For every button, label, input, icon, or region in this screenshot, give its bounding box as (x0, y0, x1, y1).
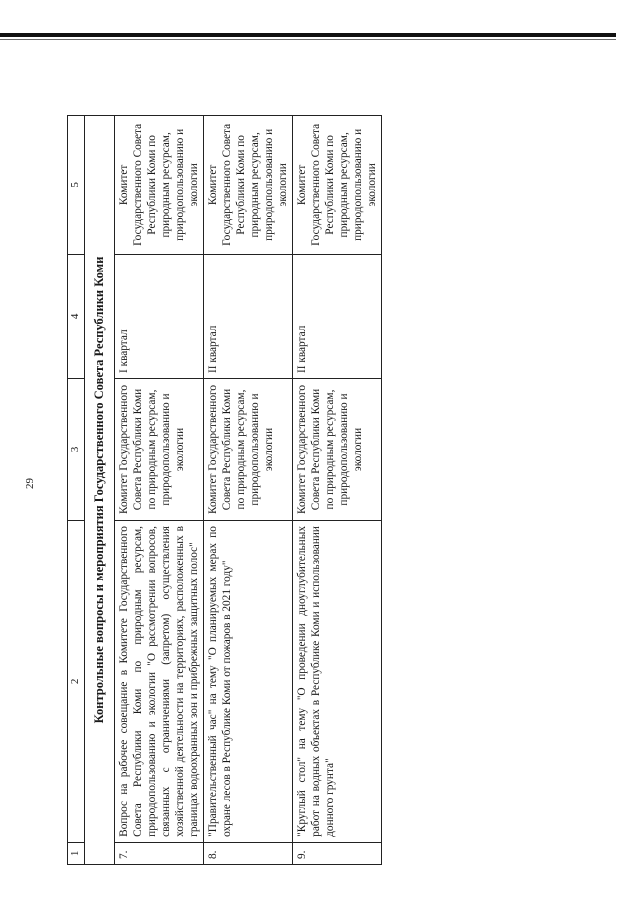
event-description: "Правительственный час" на тему "О планируемых мерах по охране лесов в Республике Коми от пожаров в 2021 году" (204, 521, 293, 843)
responsible-body: Комитет Государственного Совета Республики Коми по природным ресурсам, природопользованию и экологии (293, 379, 382, 521)
table-row (293, 116, 382, 865)
column-header: 2 (68, 521, 85, 843)
rotated-page-content (67, 115, 615, 865)
row-number: 9. (293, 842, 382, 864)
column-number-row (68, 116, 85, 865)
row-number: 7. (115, 842, 204, 864)
executor-body: Комитет Государственного Совета Республики Коми по природным ресурсам, природопользованию и экологии (204, 116, 293, 255)
executor-body: Комитет Государственного Совета Республики Коми по природным ресурсам, природопользованию и экологии (293, 116, 382, 255)
column-header: 1 (68, 842, 85, 864)
event-description: "Круглый стол" на тему "О проведении дноуглубительных работ на водных объектах в Республике Коми и использовании донного грунта" (293, 521, 382, 843)
row-number: 8. (204, 842, 293, 864)
responsible-body: Комитет Государственного Совета Республики Коми по природным ресурсам, природопользованию и экологии (204, 379, 293, 521)
section-header-row (85, 116, 115, 865)
scan-border-line (0, 33, 616, 37)
column-header: 5 (68, 116, 85, 255)
scan-border-line-thin (0, 39, 616, 40)
table-row (204, 116, 293, 865)
column-header: 4 (68, 254, 85, 378)
event-period: II квартал (204, 254, 293, 378)
events-table (67, 115, 382, 865)
event-period: II квартал (293, 254, 382, 378)
page-number: 29 (24, 478, 36, 489)
section-title: Контрольные вопросы и мероприятия Государственного Совета Республики Коми (85, 116, 115, 865)
table-row (115, 116, 204, 865)
event-description: Вопрос на рабочее совещание в Комитете Государственного Совета Республики Коми по природным ресурсам, природопользованию и экологии "О рассмотрении вопросов, связанных с ограничениями (запретом) осуществления хозяйственной деятельности на территориях, расположенных в границах водоохранных зон и прибрежных защитных полос" (115, 521, 204, 843)
responsible-body: Комитет Государственного Совета Республики Коми по природным ресурсам, природопользованию и экологии (115, 379, 204, 521)
executor-body: Комитет Государственного Совета Республики Коми по природным ресурсам, природопользованию и экологии (115, 116, 204, 255)
column-header: 3 (68, 379, 85, 521)
event-period: I квартал (115, 254, 204, 378)
